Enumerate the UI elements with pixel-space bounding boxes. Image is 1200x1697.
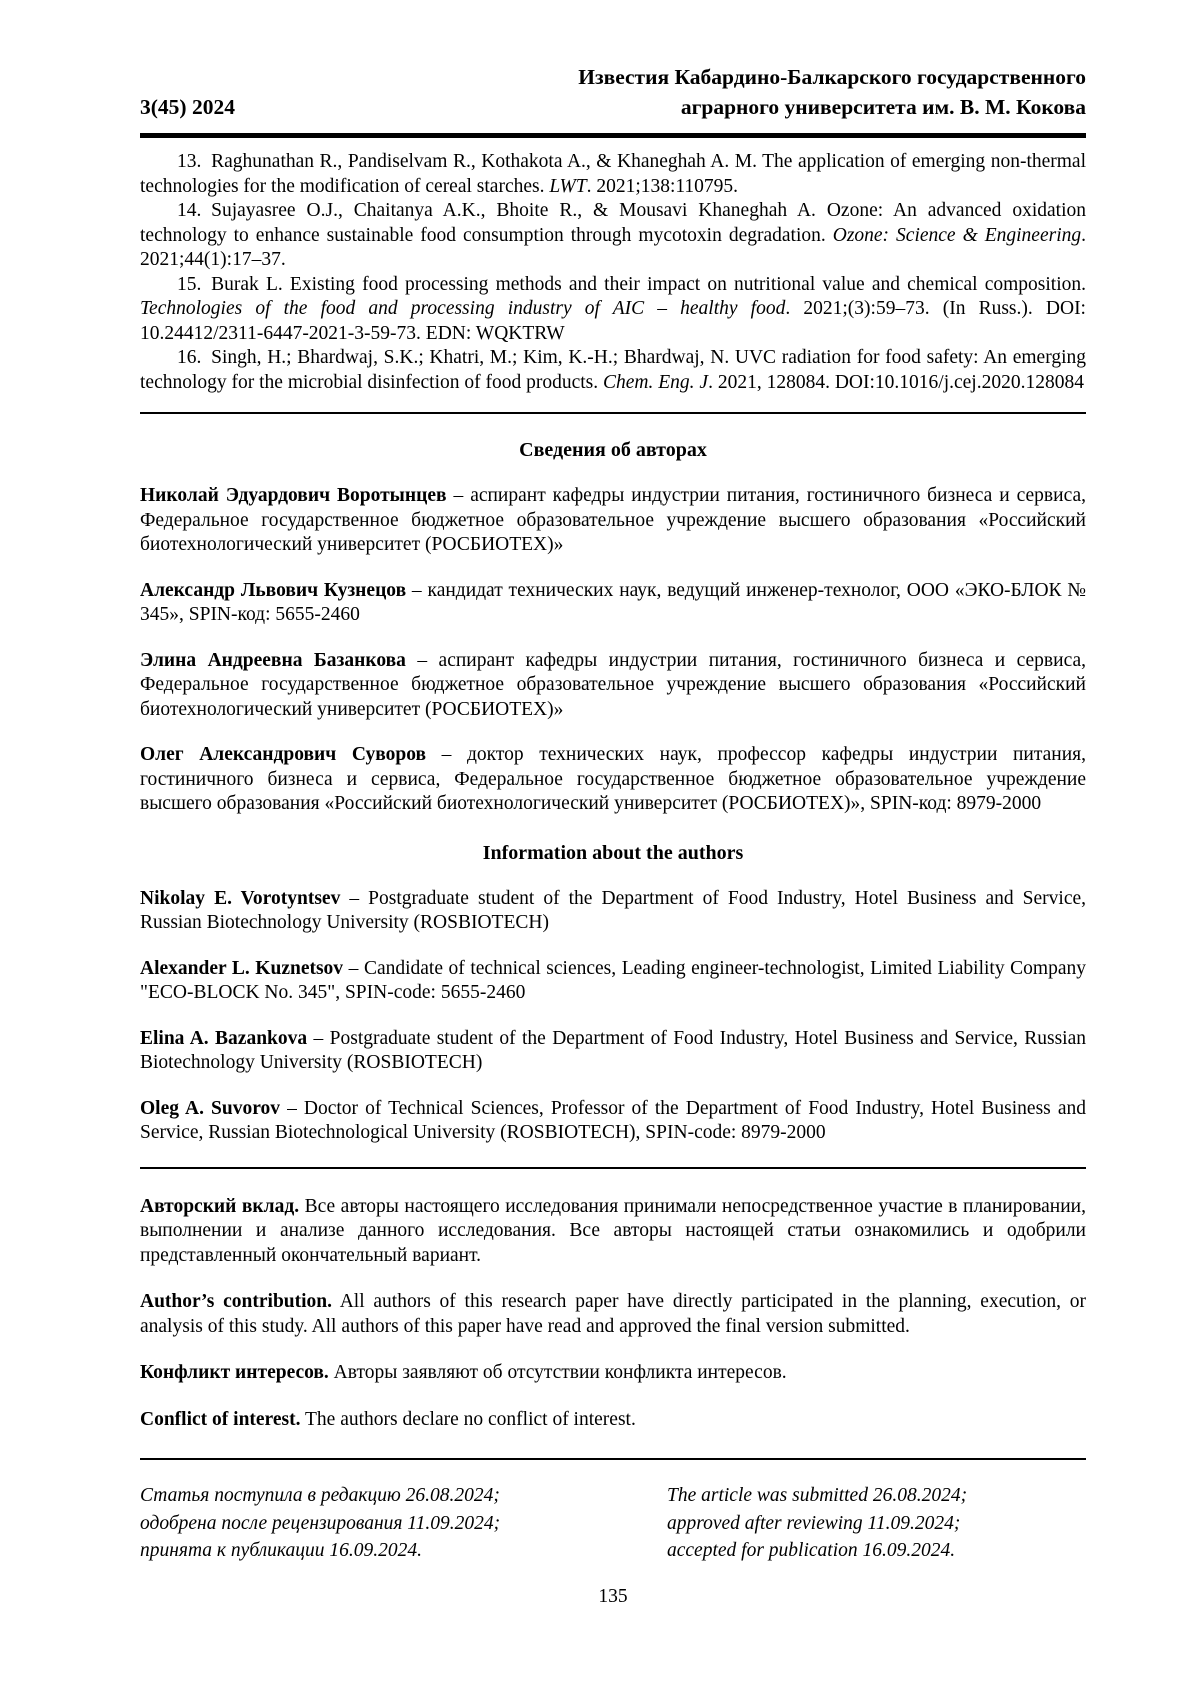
author-en-item-4 (140, 1097, 1086, 1146)
reference-text: 13. Raghunathan R., Pandiselvam R., Kothakota A., & Khaneghah A. M. The application of emerging non-thermal technologies for the modification of cereal starches. (140, 151, 1086, 197)
reference-journal: LWT (549, 175, 587, 197)
reference-text: 16. Singh, H.; Bhardwaj, S.K.; Khatri, M.; Kim, K.-H.; Bhardwaj, N. UVC radiation for food safety: An emerging technology for the microbial disinfection of food products. (140, 347, 1086, 393)
author-description: – аспирант кафедры индустрии питания, гостиничного бизнеса и сервиса, Федеральное государственное бюджетное образовательное учреждение высшего образования «Российский биотехнологический университет (РОСБИОТЕХ)» (140, 485, 1086, 555)
submission-line: принята к публикации 16.09.2024. (140, 1540, 423, 1561)
authors-ru-section-title: Сведения об авторах (519, 439, 707, 461)
page-number: 135 (598, 1585, 628, 1607)
statement-conflict-en (140, 1408, 1086, 1433)
page-header (140, 0, 1086, 122)
journal-title-line2: аграрного университета им. В. М. Кокова (680, 95, 1086, 119)
reference-journal: Chem. Eng. J (603, 371, 709, 393)
submission-dates (140, 1482, 1086, 1565)
statement-author-contribution-ru (140, 1195, 1086, 1269)
author-description: – Postgraduate student of the Department of Food Industry, Hotel Business and Service, Russian Biotechnology University (ROSBIOTECH) (140, 1027, 1086, 1073)
journal-title (578, 62, 1086, 122)
divider-rule-after-references (140, 412, 1086, 414)
author-name: Nikolay E. Vorotyntsev (140, 887, 341, 909)
reference-text: 15. Burak L. Existing food processing methods and their impact on nutritional value and chemical composition. (177, 273, 1086, 295)
divider-rule-after-authors (140, 1167, 1086, 1169)
reference-journal: Ozone: Science & Engineering (832, 224, 1082, 246)
submission-line: The article was submitted 26.08.2024; (667, 1485, 968, 1506)
author-description: – аспирант кафедры индустрии питания, гостиничного бизнеса и сервиса, Федеральное государственное бюджетное образовательное учреждение высшего образования «Российский биотехнологический университет (РОСБИОТЕХ)» (140, 649, 1086, 720)
submission-line: accepted for publication 16.09.2024. (667, 1540, 956, 1561)
author-ru-item-1 (140, 484, 1086, 558)
reference-citation: . 2021, 128084. DOI:10.1016/j.cej.2020.128084 (708, 371, 1084, 393)
authors-en-section-title: Information about the authors (482, 841, 744, 864)
reference-citation: . 2021;138:110795. (586, 175, 739, 197)
author-name: Олег Александрович Суворов (140, 744, 427, 765)
reference-text: 14. Sujayasree O.J., Chaitanya A.K., Bhoite R., & Mousavi Khaneghah A. Ozone: An advanced oxidation technology to enhance sustainable food consumption through mycotoxin degradation. (140, 200, 1086, 246)
submission-line: approved after reviewing 11.09.2024; (667, 1512, 961, 1534)
author-ru-item-4 (140, 743, 1086, 817)
author-description: – Doctor of Technical Sciences, Professor of the Department of Food Industry, Hotel Business and Service, Russian Biotechnological University (ROSBIOTECH), SPIN-code: 8979-2000 (140, 1097, 1086, 1143)
author-description: – Postgraduate student of the Department of Food Industry, Hotel Business and Service, Russian Biotechnology University (ROSBIOTECH) (140, 887, 1087, 933)
statement-lead: Conflict of interest. (140, 1408, 301, 1430)
author-description: – Candidate of technical sciences, Leading engineer-technologist, Limited Liability Company "ECO-BLOCK No. 345", SPIN-code: 5655-2460 (140, 957, 1086, 1003)
author-name: Alexander L. Kuznetsov (140, 957, 344, 979)
journal-title-line1: Известия Кабардино-Балкарского государственного (578, 65, 1086, 89)
issue-label: 3(45) 2024 (140, 95, 235, 119)
author-description: – доктор технических наук, профессор кафедры индустрии питания, гостиничного бизнеса и сервиса, Федеральное государственное бюджетное образовательное учреждение высшего образования «Российский биотехнологический университет (РОСБИОТЕХ)», SPIN-код: 8979-2000 (140, 744, 1086, 814)
reference-citation: . 2021;(3):59–73. (In Russ.). DOI: 10.24412/2311-6447-2021-3-59-73. EDN: WQKTRW (140, 298, 1086, 344)
statement-conflict-ru (140, 1361, 1086, 1386)
statement-text: The authors declare no conflict of interest. (300, 1408, 636, 1430)
submission-dates-en (667, 1482, 1086, 1565)
author-ru-item-3 (140, 649, 1086, 723)
author-name: Николай Эдуардович Воротынцев (140, 485, 447, 506)
submission-dates-ru (140, 1482, 667, 1565)
reference-item-13 (140, 150, 1086, 199)
reference-item-16 (140, 346, 1086, 395)
header-rule (140, 133, 1086, 138)
author-ru-item-2 (140, 579, 1086, 628)
statement-text: All authors of this research paper have directly participated in the planning, execution, or analysis of this study. All authors of this paper have read and approved the final version submitted. (140, 1291, 1086, 1337)
references-section (140, 150, 1086, 395)
author-name: Elina A. Bazankova (140, 1027, 308, 1049)
statement-text: Авторы заявляют об отсутствии конфликта интересов. (328, 1362, 787, 1383)
reference-item-14 (140, 199, 1086, 273)
author-description: – кандидат технических наук, ведущий инженер-технолог, ООО «ЭКО-БЛОК № 345», SPIN-код: 5655-2460 (140, 579, 1086, 625)
statement-text: Все авторы настоящего исследования принимали непосредственное участие в планировании, выполнении и анализе данного исследования. Все авторы настоящей статьи ознакомились и одобрили представленный окончательный вариант. (140, 1195, 1086, 1266)
submission-line: одобрена после рецензирования 11.09.2024; (140, 1512, 501, 1534)
submission-line: Статья поступила в редакцию 26.08.2024; (140, 1485, 500, 1506)
author-name: Oleg A. Suvorov (140, 1097, 281, 1119)
author-en-item-1 (140, 887, 1086, 936)
author-name: Элина Андреевна Базанкова (140, 649, 406, 671)
divider-rule-footer (140, 1458, 1086, 1460)
statement-lead: Author’s contribution. (140, 1291, 333, 1312)
author-name: Александр Львович Кузнецов (140, 579, 407, 601)
statement-author-contribution-en (140, 1290, 1086, 1339)
author-en-item-3 (140, 1027, 1086, 1076)
statement-lead: Конфликт интересов. (140, 1362, 329, 1383)
reference-item-15 (140, 273, 1086, 347)
reference-journal: Technologies of the food and processing industry of AIC – healthy food (140, 298, 786, 319)
author-en-item-2 (140, 957, 1086, 1006)
reference-citation: . 2021;44(1):17–37. (140, 224, 1087, 270)
statement-lead: Авторский вклад. (140, 1195, 300, 1217)
